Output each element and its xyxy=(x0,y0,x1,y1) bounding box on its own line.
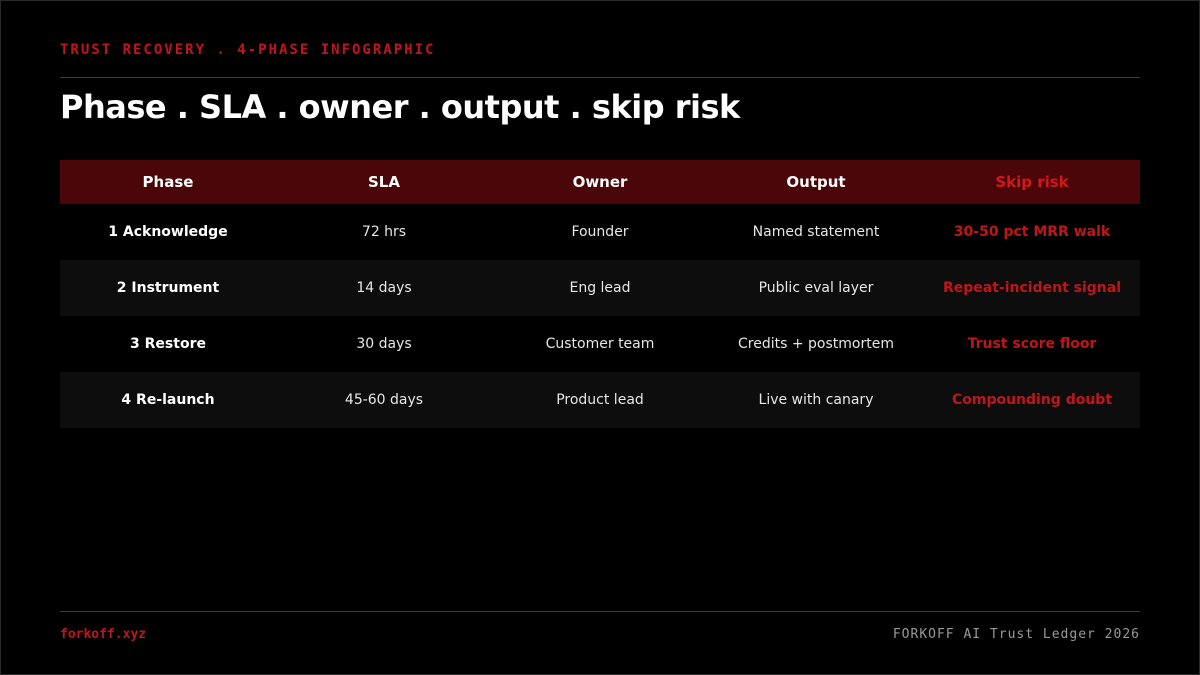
owner-cell: Customer team xyxy=(545,336,655,352)
owner-cell: Eng lead xyxy=(569,280,631,296)
bottom-divider xyxy=(60,611,1140,612)
sla-cell: 14 days xyxy=(356,280,412,296)
phase-table xyxy=(60,160,1140,428)
output-cell: Public eval layer xyxy=(758,280,874,296)
skip-risk-cell: Repeat-incident signal xyxy=(942,280,1122,296)
footer-site-link[interactable]: forkoff.xyz xyxy=(60,627,147,642)
header-output: Output xyxy=(786,173,846,191)
table-header-row xyxy=(60,160,1140,204)
phase-cell: 4 Re-launch xyxy=(121,392,215,408)
table-row xyxy=(60,372,1140,428)
output-cell: Live with canary xyxy=(758,392,874,408)
sla-cell: 30 days xyxy=(356,336,412,352)
phase-cell: 2 Instrument xyxy=(116,280,220,296)
sla-cell: 45-60 days xyxy=(344,392,424,408)
table-row xyxy=(60,260,1140,316)
sla-cell: 72 hrs xyxy=(361,224,407,240)
eyebrow-label: TRUST RECOVERY . 4-PHASE INFOGRAPHIC xyxy=(60,42,436,58)
owner-cell: Founder xyxy=(571,224,629,240)
owner-cell: Product lead xyxy=(556,392,644,408)
phase-cell: 1 Acknowledge xyxy=(108,224,228,240)
header-phase: Phase xyxy=(142,173,194,191)
skip-risk-cell: 30-50 pct MRR walk xyxy=(953,224,1111,240)
page-title: Phase . SLA . owner . output . skip risk xyxy=(60,88,740,126)
table-row xyxy=(60,316,1140,372)
footer-brand: FORKOFF AI Trust Ledger 2026 xyxy=(892,627,1140,642)
header-owner: Owner xyxy=(572,173,628,191)
table-row xyxy=(60,204,1140,260)
top-divider xyxy=(60,77,1140,78)
skip-risk-cell: Trust score floor xyxy=(967,336,1097,352)
output-cell: Named statement xyxy=(752,224,880,240)
output-cell: Credits + postmortem xyxy=(738,336,894,352)
phase-cell: 3 Restore xyxy=(130,336,206,352)
header-skip-risk: Skip risk xyxy=(995,173,1069,191)
skip-risk-cell: Compounding doubt xyxy=(951,392,1113,408)
header-sla: SLA xyxy=(368,173,400,191)
